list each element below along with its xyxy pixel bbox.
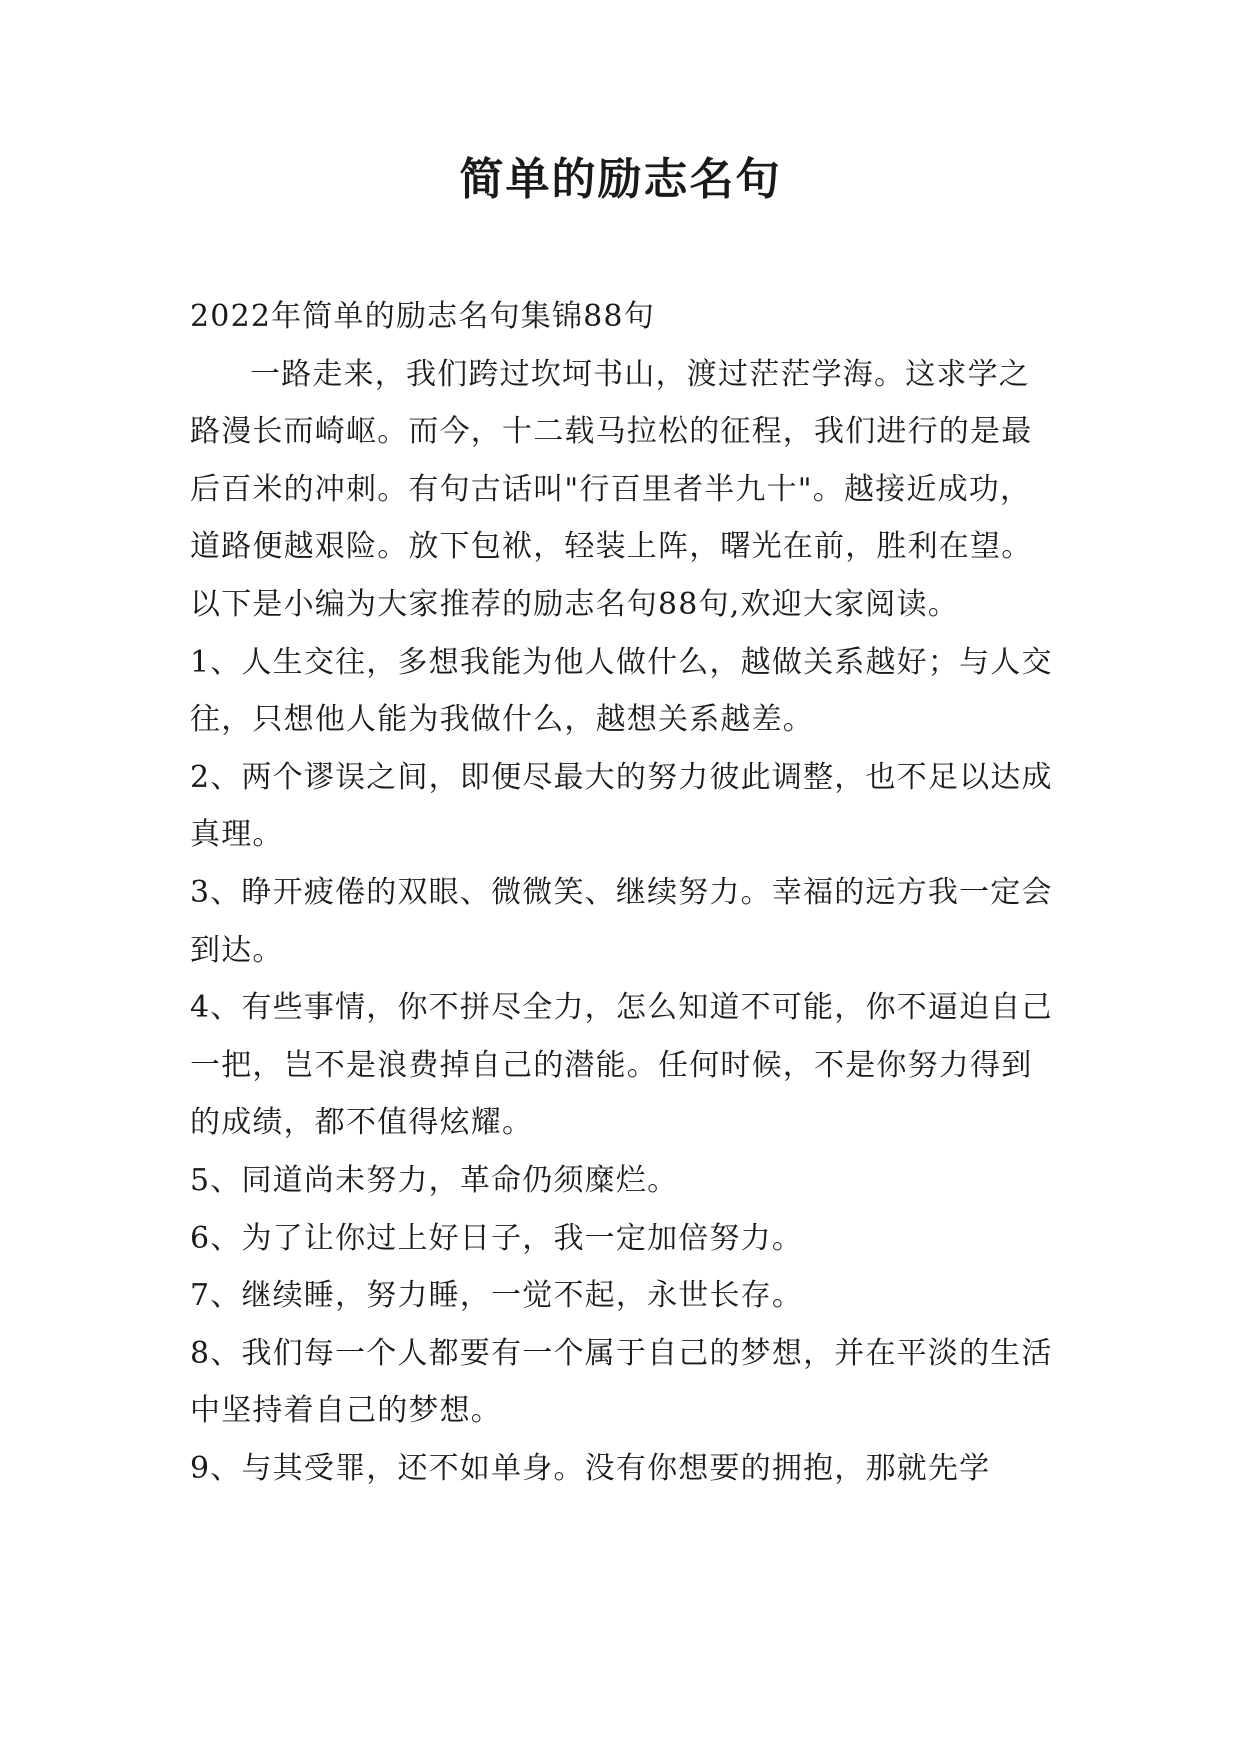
list-item: 7、继续睡，努力睡，一觉不起，永世长存。 <box>190 1278 804 1314</box>
list-item: 4、有些事情，你不拼尽全力，怎么知道不可能，你不逼迫自己一把，岂不是浪费掉自己的潜能。任何时候，不是你努力得到的成绩，都不值得炫耀。 <box>190 990 1053 1141</box>
list-item: 9、与其受罪，还不如单身。没有你想要的拥抱，那就先学 <box>190 1450 991 1486</box>
list-item: 8、我们每一个人都要有一个属于自己的梦想，并在平淡的生活中坚持着自己的梦想。 <box>190 1335 1053 1429</box>
list-item: 3、睁开疲倦的双眼、微微笑、继续努力。幸福的远方我一定会到达。 <box>190 874 1053 968</box>
list-item: 6、为了让你过上好日子，我一定加倍努力。 <box>190 1220 804 1256</box>
document-title: 简单的励志名句 <box>459 154 782 205</box>
list-item: 2、两个谬误之间，即便尽最大的努力彼此调整，也不足以达成真理。 <box>190 759 1053 853</box>
document-subtitle: 2022年简单的励志名句集锦88句 <box>190 299 655 334</box>
list-item: 5、同道尚未努力，革命仍须糜烂。 <box>190 1162 679 1198</box>
list-item: 1、人生交往，多想我能为他人做什么，越做关系越好；与人交往，只想他人能为我做什么，越想关系越差。 <box>190 644 1053 738</box>
intro-paragraph: 一路走来，我们跨过坎坷书山，渡过茫茫学海。这求学之路漫长而崎岖。而今，十二载马拉松的征程，我们进行的是最后百米的冲刺。有句古话叫"行百里者半九十"。越接近成功，道路便越艰险。放下包袱，轻装上阵，曙光在前，胜利在望。以下是小编为大家推荐的励志名句88句,欢迎大家阅读。 <box>190 356 1033 622</box>
document-body <box>190 288 1060 1497</box>
